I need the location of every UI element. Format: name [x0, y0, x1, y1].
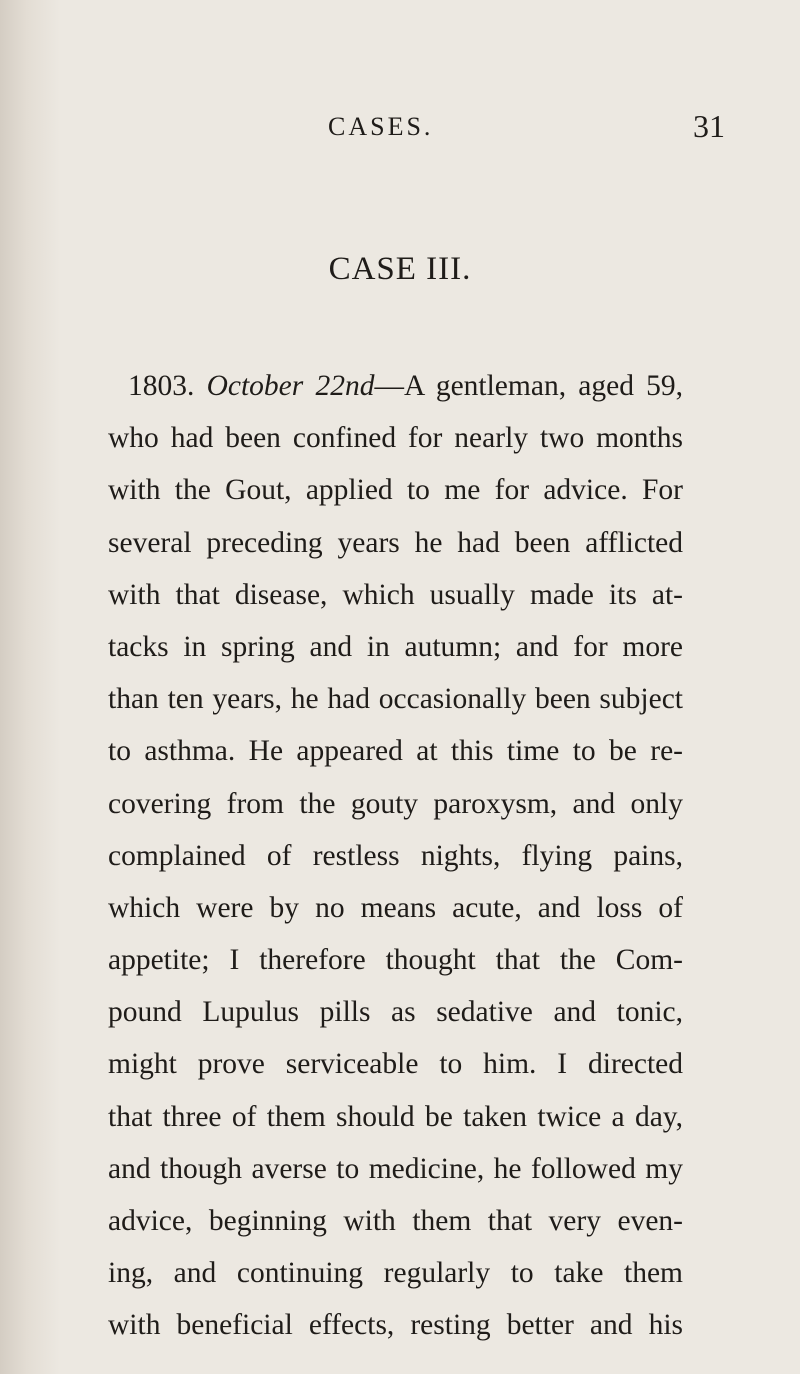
case-heading: CASE III. [328, 251, 472, 287]
text-line: and though averse to medicine, he followed my [108, 1152, 683, 1185]
text-line: covering from the gouty paroxysm, and only [108, 787, 683, 820]
text-line: with that disease, which usually made its at- [108, 578, 683, 611]
running-head [0, 108, 800, 152]
text-line: pound Lupulus pills as sedative and tonic, [108, 996, 683, 1029]
text-line: to asthma. He appeared at this time to be re- [108, 735, 683, 768]
case-body [108, 360, 683, 1352]
text-line: complained of restless nights, flying pains, [108, 839, 683, 872]
text-line: who had been confined for nearly two months [108, 422, 683, 455]
text-line: tacks in spring and in autumn; and for more [108, 630, 683, 663]
text-line: which were by no means acute, and loss of [108, 891, 683, 924]
text-line: several preceding years he had been afflicted [108, 526, 683, 559]
text-line: appetite; I therefore thought that the Com- [108, 944, 683, 977]
text-line: ing, and continuing regularly to take them [108, 1257, 683, 1290]
line-text: —A gentleman, aged 59, [374, 370, 684, 402]
page-number: 31 [693, 108, 725, 144]
date-year: 1803. [128, 370, 195, 402]
text-line: might prove serviceable to him. I directed [108, 1048, 683, 1081]
text-line: than ten years, he had occasionally been subject [108, 683, 683, 716]
text-line: with beneficial effects, resting better and his [108, 1309, 683, 1342]
running-title: CASES. [328, 112, 434, 141]
date-italic: October 22nd [206, 370, 375, 402]
text-line: that three of them should be taken twice a day, [108, 1100, 683, 1133]
text-line: with the Gout, applied to me for advice. For [108, 474, 683, 507]
binding-shadow [0, 0, 60, 1374]
text-line [108, 360, 683, 412]
text-line: advice, beginning with them that very even- [108, 1205, 683, 1237]
